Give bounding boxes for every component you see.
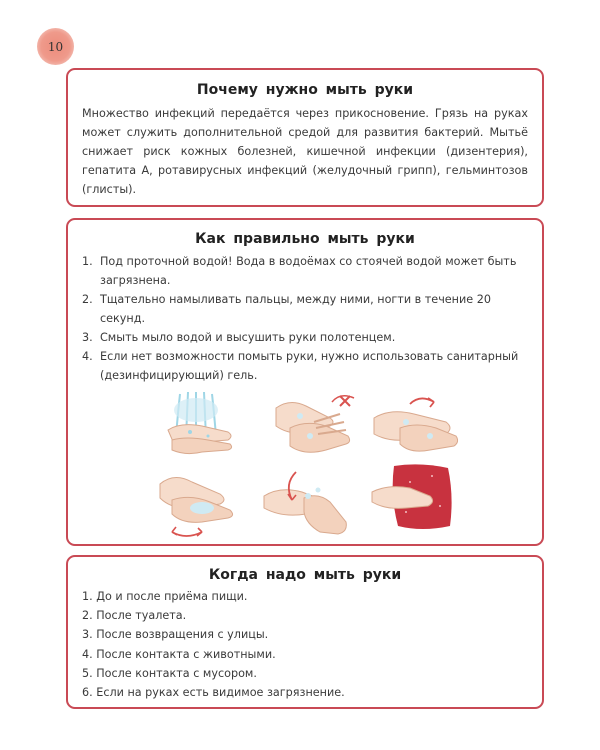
hands-rubbing-back-illustration <box>370 392 462 460</box>
hands-interlaced-fingers-illustration <box>270 392 362 460</box>
why-wash-hands-card <box>66 68 544 207</box>
hands-drying-towel-illustration <box>370 462 462 534</box>
how-steps-list <box>82 252 528 385</box>
hands-rubbing-palms-illustration <box>150 464 242 540</box>
when-item: 4. После контакта с животными. <box>82 647 276 661</box>
hands-rubbing-wrist-illustration <box>262 462 354 540</box>
how-step: 4. Если нет возможности помыть руки, нужно использовать санитарный (дезинфицирующий) гель. <box>82 350 519 382</box>
when-item: 3. После возвращения с улицы. <box>82 628 269 642</box>
page-number-badge <box>37 28 74 65</box>
how-step: 2. Тщательно намыливать пальцы, между ними, ногти в течение 20 секунд. <box>82 293 491 325</box>
hands-under-water-illustration <box>150 392 242 460</box>
page-number: 10 <box>47 39 64 54</box>
how-step: 1. Под проточной водой! Вода в водоёмах со стоячей водой может быть загрязнена. <box>82 255 517 287</box>
why-title: Почему нужно мыть руки <box>196 82 414 98</box>
when-list <box>82 587 528 702</box>
when-item: 1. До и после приёма пищи. <box>82 590 248 603</box>
when-item: 5. После контакта с мусором. <box>82 666 257 680</box>
why-text: Множество инфекций передаётся через прикосновение. Грязь на руках может служить дополнительной средой для развития бактерий. Мытьё снижает риск кожных болезней, кишечной инфекции (дизентерия), гепатита А, ротавирусных инфекций (желудочный грипп), гельминтозов (глисты). <box>82 107 528 196</box>
when-item: 6. Если на руках есть видимое загрязнение. <box>82 686 345 700</box>
when-title: Когда надо мыть руки <box>208 567 402 583</box>
when-item: 2. После туалета. <box>82 609 187 623</box>
when-wash-hands-card <box>66 555 544 709</box>
how-step: 3. Смыть мыло водой и высушить руки полотенцем. <box>82 331 396 344</box>
how-title: Как правильно мыть руки <box>195 231 415 247</box>
